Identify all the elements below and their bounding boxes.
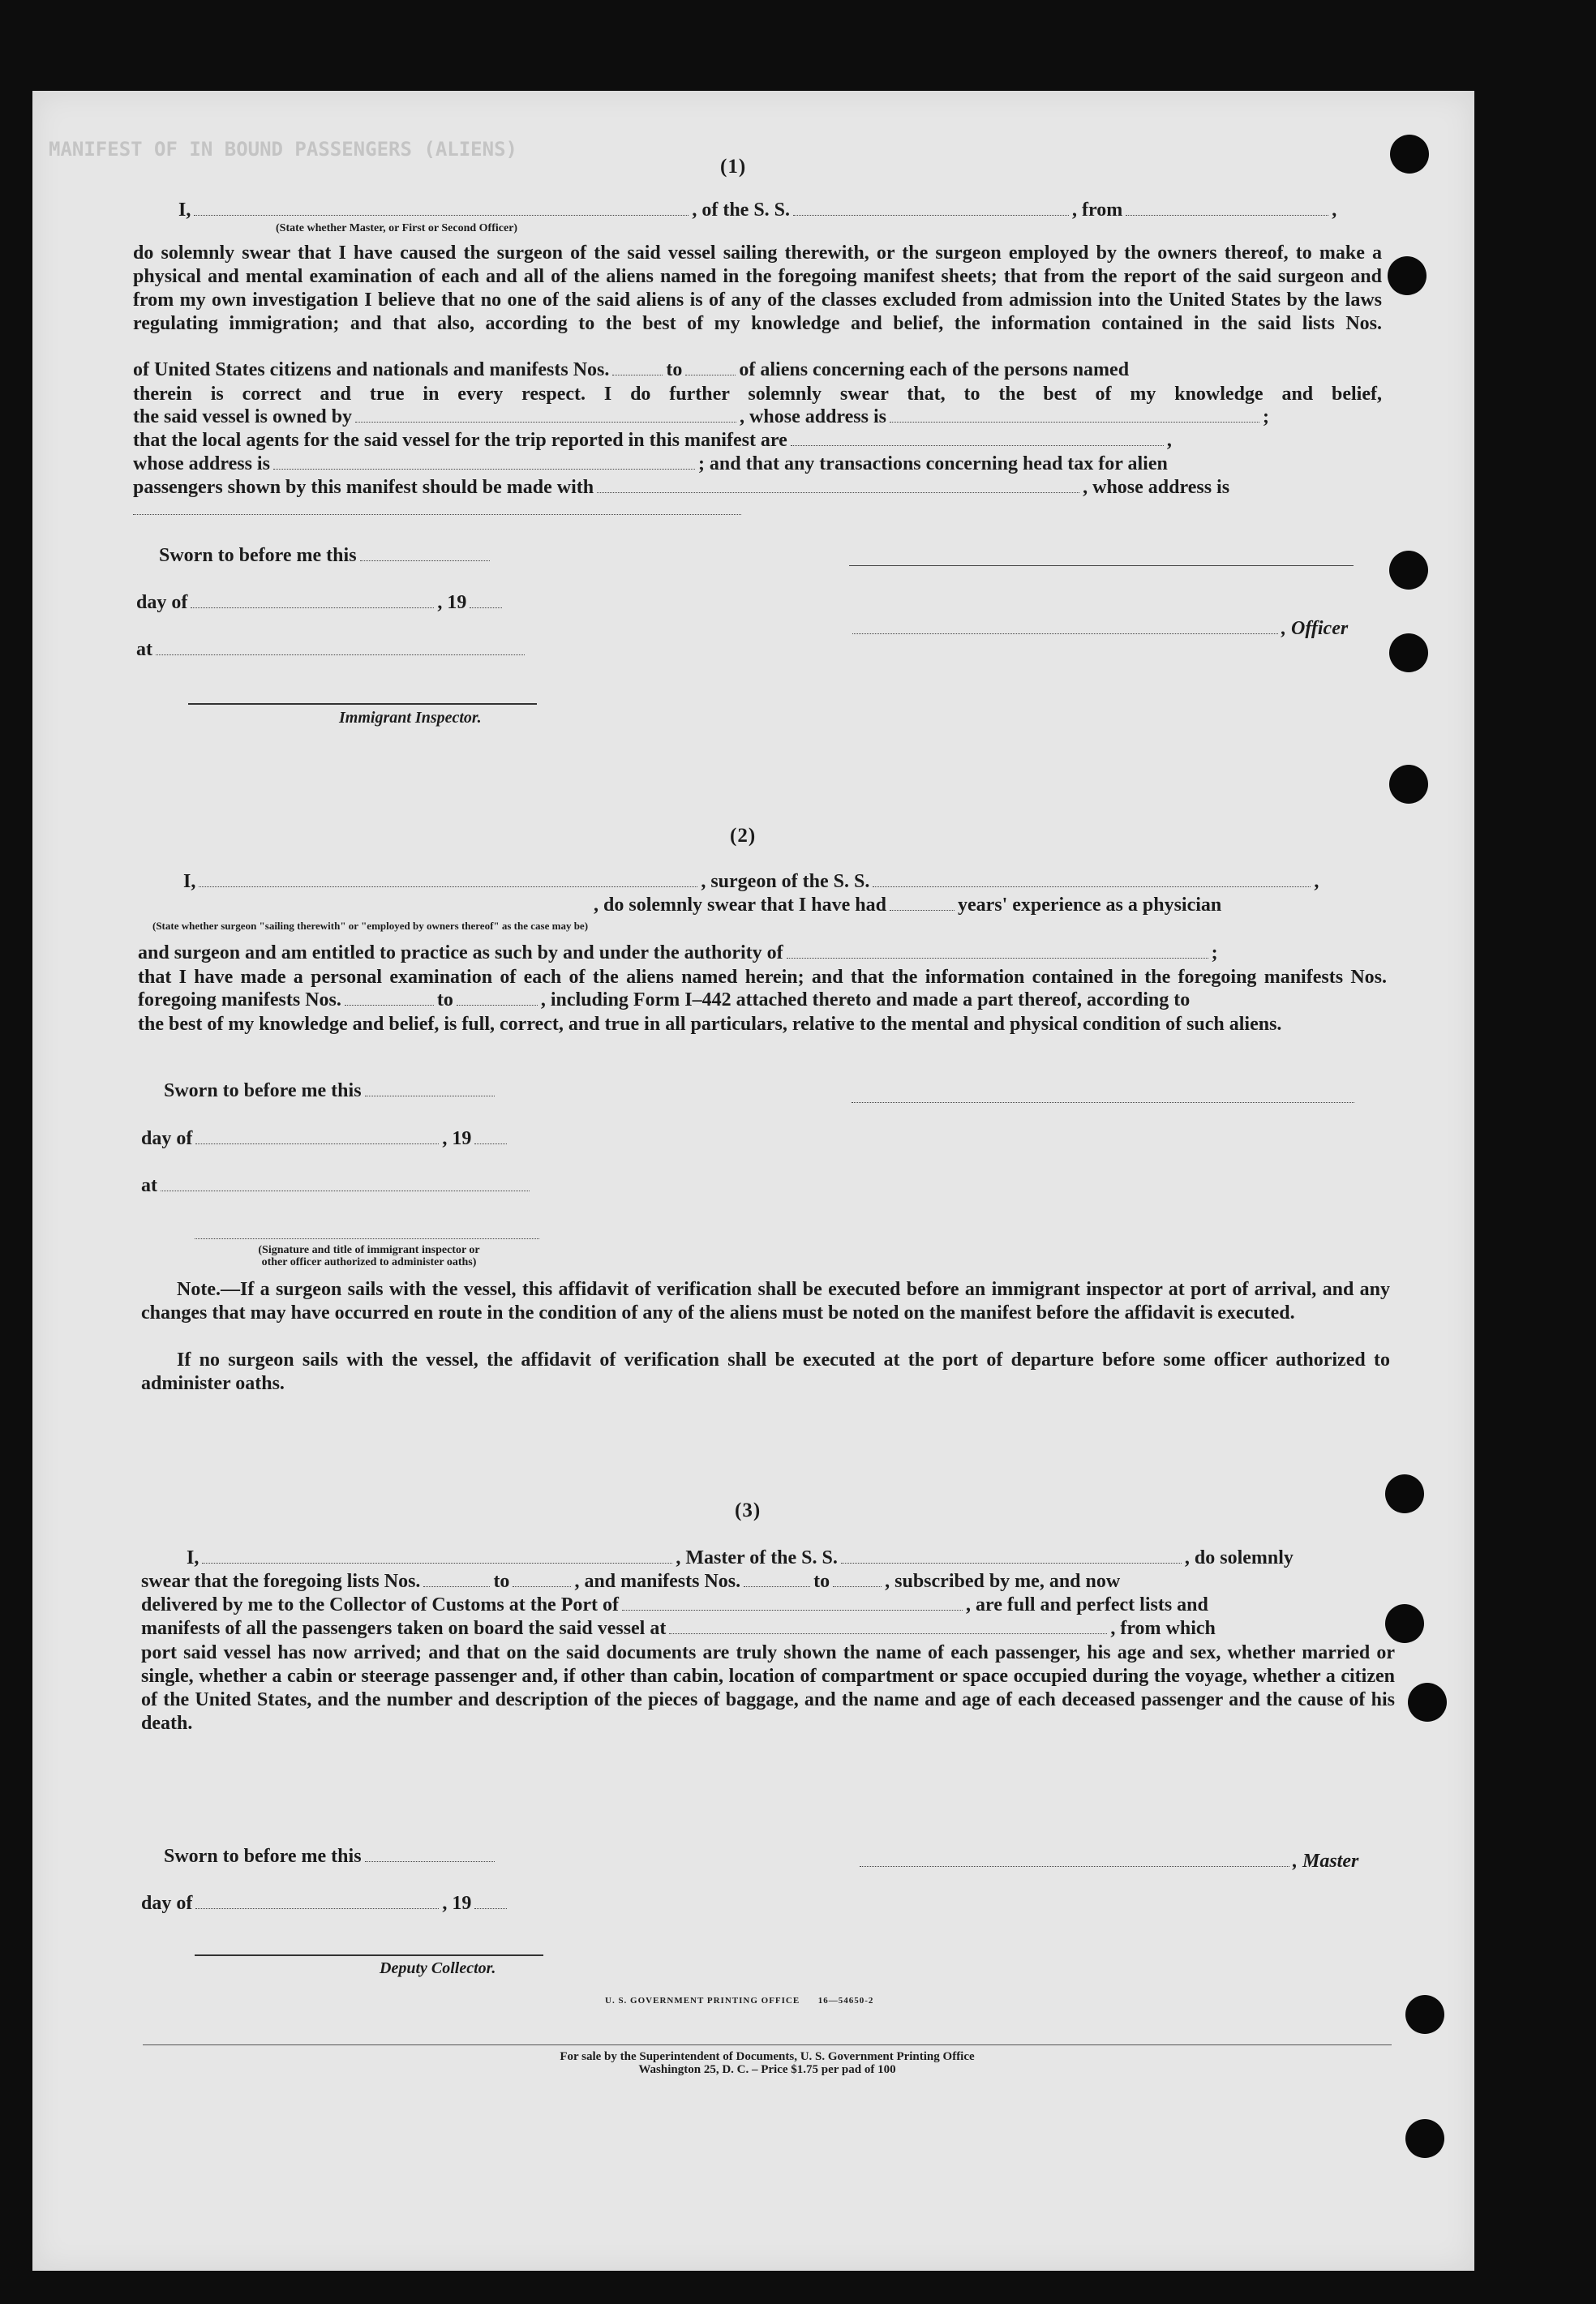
s1-officer-caption: (State whether Master, or First or Second Officer) [276,222,518,234]
s2-sworn-date-field[interactable] [365,1081,495,1096]
s1-oath-paragraph: do solemnly swear that I have caused the surgeon of the said vessel sailing therewith, or the surgeon employed by the owners thereof, to make a physical and mental examination of each and all of the aliens named in the foregoing manifest sheets; that from the report of the said surgeon and from my own investigation I believe that no one of the said aliens is of any of the classes excluded from admission into the United States by the laws regulating immigration; and that also, according to the best of my knowledge and belief, the information contained in the said lists Nos. [133,242,1382,334]
s2-surgeon-signature-line[interactable] [852,1102,1354,1103]
s1-agents-line: that the local agents for the said vessel for the trip reported in this manifest are , [133,430,1172,451]
s3-sworn-line: Sworn to before me this [164,1846,498,1868]
s2-year-field[interactable] [474,1129,507,1144]
s1-whose-address-line: whose address is ; and that any transactions concerning head tax for alien [133,453,1168,474]
s3-line4: manifests of all the passengers taken on board the said vessel at , from which [141,1618,1216,1639]
manifest-sheet [32,91,1474,2271]
s2-day-field[interactable] [195,1129,439,1144]
master-name-field[interactable] [202,1548,672,1564]
s3-deputy-label: Deputy Collector. [380,1959,496,1977]
s2-at-line: at [141,1175,533,1197]
s2-line2: , do solemnly swear that I have had years' experience as a physician [594,895,1222,916]
s2-day-line: day of , 19 [141,1128,510,1150]
s3-sworn-date-field[interactable] [365,1847,495,1862]
section-2-number: (2) [730,825,757,847]
manifest-no-from-field[interactable] [612,360,663,375]
s2-manifest-from-field[interactable] [345,990,434,1006]
s2-examination-line: that I have made a personal examination of each of the aliens named herein; and that the information contained in the foregoing manifests Nos. [138,967,1387,988]
s1-officer-signature-line[interactable] [849,565,1354,566]
s2-at-field[interactable] [161,1176,530,1191]
s1-at-field[interactable] [156,640,525,655]
sale-notice-1: For sale by the Superintendent of Documents, U. S. Government Printing Office [560,2050,975,2063]
footer-rule [143,2044,1392,2045]
manifest-no-to-field[interactable] [685,360,736,375]
binding-hole-1 [1390,135,1429,174]
binding-hole-4 [1389,633,1428,672]
binding-hole-8 [1408,1683,1447,1722]
binding-hole-3 [1389,551,1428,590]
from-port-field[interactable] [1126,200,1328,216]
s1-citizens-line: of United States citizens and nationals and manifests Nos. to of aliens concerning each of the persons named [133,359,1130,380]
s1-sworn-date-field[interactable] [360,546,490,561]
s2-surgeon-caption: (State whether surgeon "sailing therewith" or "employed by owners thereof" as the case may be) [152,920,589,932]
s1-day-line: day of , 19 [136,592,505,614]
sale-notice-2: Washington 25, D. C. – Price $1.75 per pad of 100 [638,2063,896,2076]
s3-manifests-to-field[interactable] [833,1572,882,1587]
s3-day-line: day of , 19 [141,1893,510,1915]
s1-year-field[interactable] [470,593,502,608]
s1-address-continuation-line[interactable] [133,514,741,515]
binding-hole-6 [1385,1474,1424,1513]
s1-day-field[interactable] [191,593,434,608]
head-tax-contact-field[interactable] [597,478,1079,493]
s3-lists-from-field[interactable] [423,1572,490,1587]
embarkation-port-field[interactable] [669,1619,1107,1634]
authority-field[interactable] [787,943,1208,959]
s3-master-line: , Master [856,1851,1358,1873]
s1-line1: I, , of the S. S. , from , [178,200,1337,221]
section-1-number: (1) [720,156,747,178]
officer-name-field[interactable] [194,200,689,216]
s3-manifests-from-field[interactable] [744,1572,810,1587]
s1-officer-line: , Officer [849,618,1348,640]
agents-address-field[interactable] [273,454,695,470]
s3-deputy-signature-line[interactable] [195,1954,543,1956]
s1-sworn-line: Sworn to before me this [159,545,493,567]
s3-ship-name-field[interactable] [841,1548,1182,1564]
surgeon-name-field[interactable] [199,872,697,887]
s2-ship-name-field[interactable] [873,872,1311,887]
s3-line1: I, , Master of the S. S. , do solemnly [187,1547,1294,1568]
bleed-through-header: MANIFEST OF IN BOUND PASSENGERS (ALIENS) [49,138,517,161]
s1-owned-line: the said vessel is owned by , whose address is ; [133,406,1269,427]
binding-hole-2 [1388,256,1427,295]
s3-master-signature-field[interactable] [860,1851,1289,1867]
s3-year-field[interactable] [474,1894,507,1909]
owner-address-field[interactable] [890,407,1259,423]
s3-day-field[interactable] [195,1894,439,1909]
s2-manifest-to-field[interactable] [457,990,538,1006]
port-field[interactable] [622,1595,963,1611]
years-experience-field[interactable] [890,895,955,911]
s1-inspector-signature-line[interactable] [188,703,537,705]
s2-line1: I, , surgeon of the S. S. , [183,871,1319,892]
owner-field[interactable] [355,407,736,423]
s1-officer-title-field[interactable] [852,619,1278,634]
s2-sworn-line: Sworn to before me this [164,1080,498,1102]
section-3-number: (3) [735,1500,762,1521]
s3-lists-to-field[interactable] [513,1572,571,1587]
s2-foregoing-line: foregoing manifests Nos. to , including Form I–442 attached thereto and made a part thereof, according to [138,989,1191,1010]
s1-inspector-label: Immigrant Inspector. [339,709,482,727]
s2-authority-line: and surgeon and am entitled to practice as such by and under the authority of ; [138,942,1218,963]
s3-line2: swear that the foregoing lists Nos. to , and manifests Nos. to , subscribed by me, and now [141,1571,1121,1592]
s2-inspector-signature-line[interactable] [195,1238,539,1239]
s1-passengers-line: passengers shown by this manifest should be made with , whose address is [133,477,1230,498]
s2-note-surgeon: Note.—If a surgeon sails with the vessel, this affidavit of verification shall be executed before an immigrant inspector at port of arrival, and any changes that may have occurred en route in the condition of any of the aliens must be noted on the manifest before the affidavit is executed. [141,1279,1390,1324]
s2-signature-caption-1: (Signature and title of immigrant inspector or [258,1244,480,1256]
binding-hole-10 [1405,2119,1444,2158]
ship-name-field[interactable] [793,200,1069,216]
s1-at-line: at [136,639,528,661]
gpo-imprint: U. S. GOVERNMENT PRINTING OFFICE 16—54650-2 [605,1996,874,2006]
s2-belief-paragraph: the best of my knowledge and belief, is full, correct, and true in all particulars, relative to the mental and physical condition of such aliens. [138,1014,1282,1035]
s3-documents-paragraph: port said vessel has now arrived; and that on the said documents are truly shown the name of each passenger, his age and sex, whether married or single, whether a cabin or steerage passenger and, if other than cabin, location of compartment or space occupied during the voyage, whether a citizen of the United States, and the number and description of the pieces of baggage, and the name and age of each deceased passenger and the cause of his death. [141,1642,1395,1734]
local-agents-field[interactable] [791,431,1164,446]
binding-hole-5 [1389,765,1428,804]
binding-hole-9 [1405,1995,1444,2034]
s1-therein-line: therein is correct and true in every respect. I do further solemnly swear that, to the best of my knowledge and belief, [133,384,1382,405]
s2-signature-caption-2: other officer authorized to administer oaths) [261,1256,477,1268]
s3-line3: delivered by me to the Collector of Customs at the Port of , are full and perfect lists and [141,1594,1208,1615]
binding-hole-7 [1385,1604,1424,1643]
s2-note-no-surgeon: If no surgeon sails with the vessel, the affidavit of verification shall be executed at the port of departure before some officer authorized to administer oaths. [141,1349,1390,1394]
